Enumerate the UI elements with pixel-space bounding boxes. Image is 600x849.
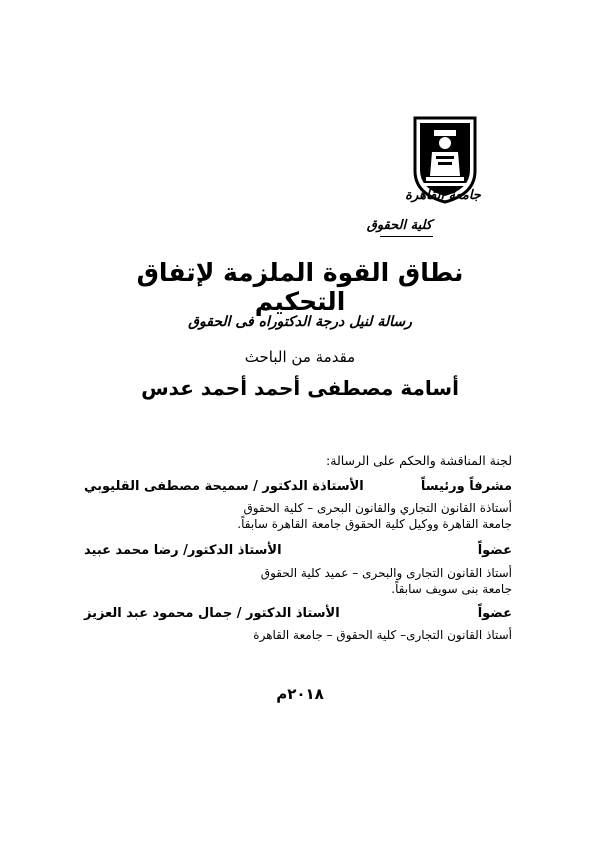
faculty-underline [380,236,433,237]
member-description-line: أستاذ القانون التجارى– كلية الحقوق – جامعة القاهرة [253,628,512,642]
year: ٢٠١٨م [276,685,324,703]
member-description-line: أستاذ القانون التجارى والبحرى – عميد كلية الحقوق [260,566,512,580]
committee-member-1 [84,479,512,494]
presented-by-label: مقدمة من الباحث [244,348,356,366]
member-description-line: جامعة بنى سويف سابقاً. [391,582,512,596]
member-name: الأستاذة الدكتور / سميحة مصطفى القليوبي [84,479,364,494]
committee-member-3 [84,606,512,621]
member-description-line: أستاذة القانون التجاري والقانون البحرى – كلية الحقوق [243,501,512,515]
member-role: عضواً [477,543,512,558]
member-description-line: جامعة القاهرة ووكيل كلية الحقوق جامعة القاهرة سابقاً. [237,517,512,531]
member-role: مشرفاً ورئيساً [420,479,512,494]
faculty-name: كلية الحقوق [366,218,432,233]
researcher-name: أسامة مصطفى أحمد أحمد عدس [141,376,459,400]
thesis-title: نطاق القوة الملزمة لإتفاق التحكيم [136,258,464,316]
committee-member-2 [84,543,512,558]
member-role: عضواً [477,606,512,621]
university-name-script: جامعة القاهرة [405,188,481,203]
member-name: الأستاذ الدكتور / جمال محمود عبد العزيز [84,606,340,621]
member-name: الأستاذ الدكتور/ رضا محمد عبيد [84,543,282,558]
committee-heading: لجنة المناقشة والحكم على الرسالة: [326,453,512,468]
thesis-subtitle: رسالة لنيل درجة الدكتوراه فى الحقوق [188,314,412,330]
